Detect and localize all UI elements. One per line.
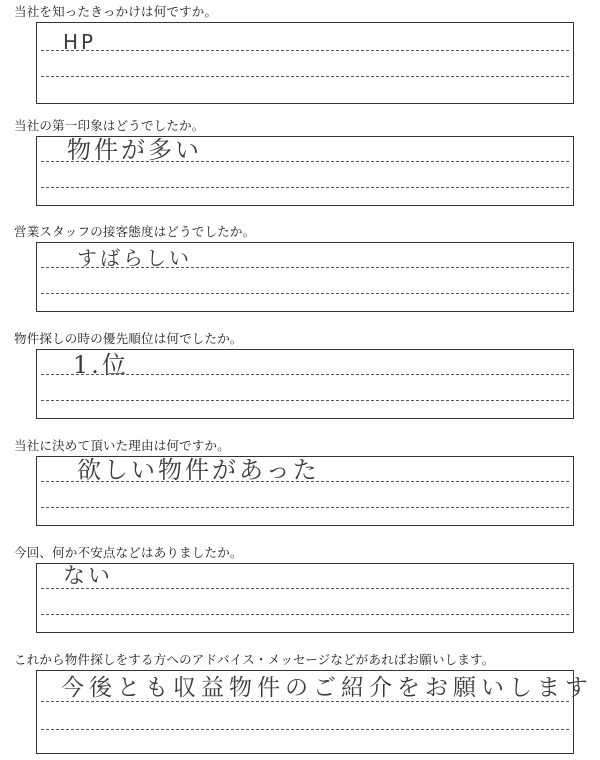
question-5-label: 当社に決めて頂いた理由は何ですか。	[14, 438, 230, 453]
answer-4-box[interactable]	[36, 349, 574, 419]
answer-3-box[interactable]	[36, 242, 574, 312]
question-3-label: 営業スタッフの接客態度はどうでしたか。	[14, 224, 256, 239]
answer-6-box[interactable]	[36, 563, 574, 633]
answer-1-handwriting: HP	[63, 30, 97, 54]
dashed-line	[41, 293, 569, 294]
answer-5-box[interactable]	[36, 456, 574, 526]
answer-7-box[interactable]	[36, 670, 593, 754]
question-2-label: 当社の第一印象はどうでしたか。	[14, 118, 205, 133]
dashed-line	[41, 614, 569, 615]
dashed-line	[41, 507, 569, 508]
dashed-line	[41, 729, 569, 730]
answer-3-handwriting: すばらしい	[77, 246, 192, 270]
answer-1-box[interactable]	[36, 22, 574, 104]
dashed-line	[41, 76, 569, 77]
dashed-line	[41, 400, 569, 401]
question-1-label: 当社を知ったきっかけは何ですか。	[14, 4, 218, 19]
answer-4-handwriting: 1.位	[73, 351, 129, 379]
answer-6-handwriting: ない	[63, 564, 114, 589]
question-6-label: 今回、何か不安点などはありましたか。	[14, 545, 243, 560]
dashed-line	[41, 701, 569, 702]
answer-2-handwriting: 物件が多い	[67, 136, 202, 164]
question-4-label: 物件探しの時の優先順位は何でしたか。	[14, 331, 243, 346]
dashed-line	[41, 187, 569, 188]
answer-5-handwriting: 欲しい物件があった	[77, 456, 320, 484]
dashed-line	[41, 50, 569, 51]
answer-2-box[interactable]	[36, 136, 574, 206]
question-7-label: これから物件探しをする方へのアドバイス・メッセージなどがあればお願いします。	[14, 652, 495, 667]
dashed-line	[41, 588, 569, 589]
answer-7-handwriting: 今後とも収益物件のご紹介をお願いします	[61, 675, 593, 701]
